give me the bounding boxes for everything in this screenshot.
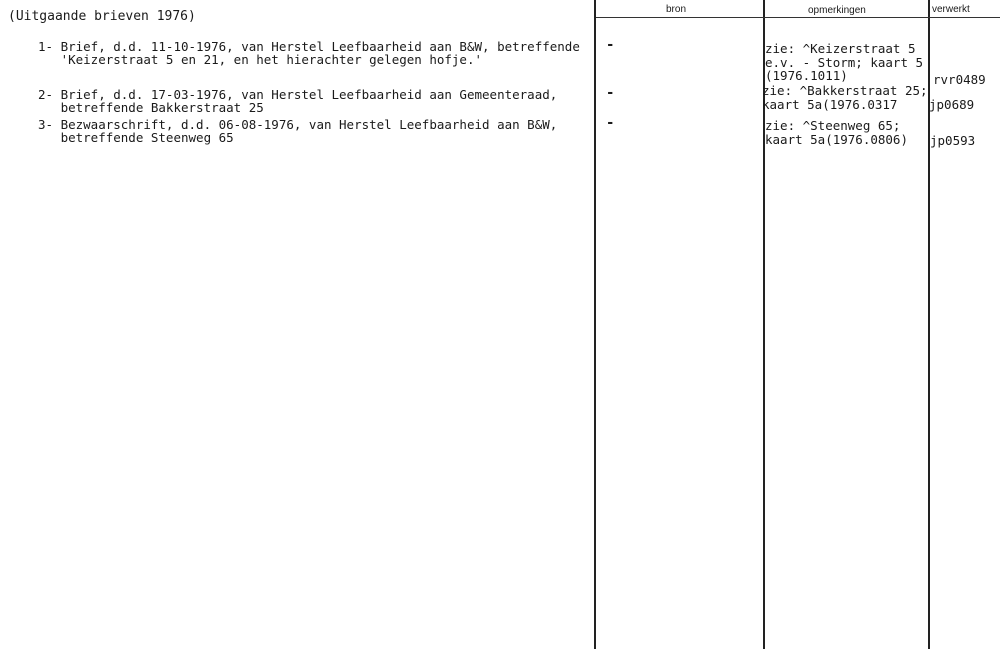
entry-1-opmerking-2: e.v. - Storm; kaart 5 [765,55,924,70]
column-divider-left [594,0,596,649]
column-header-verwerkt: verwerkt [932,4,970,15]
entry-1-opmerking-1: zie: ^Keizerstraat 5 [765,41,916,56]
entry-3-verwerkt: jp0593 [930,133,976,148]
entry-1-line-2: 'Keizerstraat 5 en 21, en het hierachter gelegen hofje.' [38,52,483,67]
entry-1-opmerking-3: (1976.1011) [765,68,848,83]
entry-2-verwerkt: jp0689 [929,97,975,112]
column-header-bron: bron [666,4,687,15]
entry-2-bron: - [606,85,615,101]
entry-1-verwerkt: rvr0489 [933,72,986,87]
entry-3-opmerking-2: kaart 5a(1976.0806) [765,132,908,147]
entry-3-bron: - [606,115,615,131]
entry-2-line-2: betreffende Bakkerstraat 25 [38,100,264,115]
entry-2-line-1: 2- Brief, d.d. 17-03-1976, van Herstel Leefbaarheid aan Gemeenteraad, [38,87,558,102]
page-heading: (Uitgaande brieven 1976) [8,9,196,24]
entry-3-line-2: betreffende Steenweg 65 [38,130,234,145]
entry-2-opmerking-2: kaart 5a(1976.0317 [762,97,898,112]
header-rule [596,17,1000,18]
entry-3-line-1: 3- Bezwaarschrift, d.d. 06-08-1976, van Herstel Leefbaarheid aan B&W, [38,117,558,132]
entry-3-opmerking-1: zie: ^Steenweg 65; [765,118,901,133]
column-header-opmerkingen: opmerkingen [808,5,866,16]
entry-1-bron: - [606,37,615,53]
entry-1-line-1: 1- Brief, d.d. 11-10-1976, van Herstel Leefbaarheid aan B&W, betreffende [38,39,580,54]
entry-2-opmerking-1: zie: ^Bakkerstraat 25; [762,83,928,98]
